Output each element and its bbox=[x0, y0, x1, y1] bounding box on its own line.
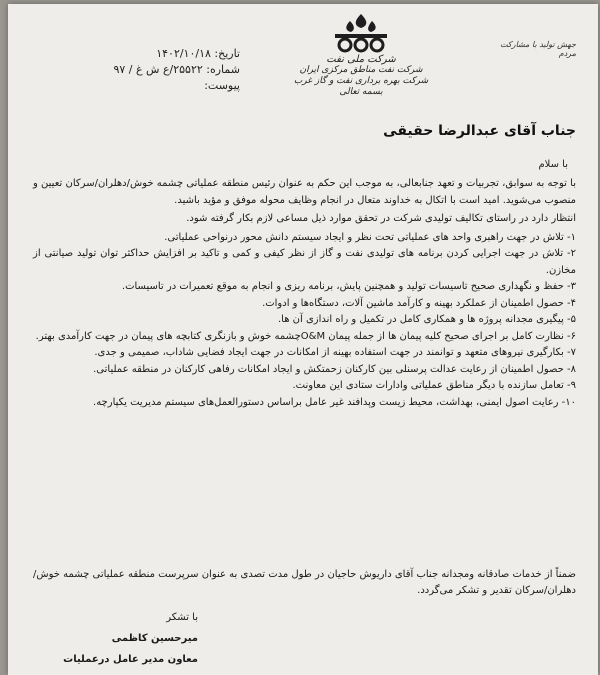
duty-item: ۲- تلاش در جهت اجرایی کردن برنامه های تولیدی نفت و گاز از نظر کیفی و کمی و تاکید بر افزایش حداکثر توان تولید صیانتی از مخازن. bbox=[33, 248, 576, 276]
org-line: شرکت ملی نفت bbox=[326, 54, 396, 65]
duty-item: ۵- پیگیری مجدانه پروژه ها و همکاری کامل در تکمیل و راه اندازی آن ها. bbox=[277, 314, 576, 325]
letter-body bbox=[33, 176, 576, 411]
signatory-title: معاون مدیر عامل درعملیات bbox=[63, 654, 198, 665]
letter-page bbox=[8, 4, 598, 675]
intro-paragraph: انتظار دارد در راستای تکالیف تولیدی شرکت در تحقق موارد ذیل مساعی لازم بکار گرفته شود. bbox=[186, 213, 576, 224]
recipient-heading: جناب آقای عبدالرضا حقیقی bbox=[383, 123, 576, 139]
letterhead bbox=[266, 12, 456, 98]
duty-item: ۱- تلاش در جهت راهبری واحد های عملیاتی تحت نظر و ایجاد سیستم دانش محور درنواحی عملیاتی. bbox=[164, 231, 576, 243]
signature-block bbox=[38, 607, 198, 670]
closing-paragraph: ضمناً از خدمات صادقانه ومجدانه جناب آقای داریوش حاجیان در طول مدت تصدی به عنوان سرپرست منطقه عملیاتی چشمه خوش/دهلران/سرکان تقدیر و تشکر می‌گردد. bbox=[33, 569, 576, 596]
intro-paragraph: با توجه به سوابق، تجربیات و تعهد جنابعالی، به موجب این حکم به عنوان رئیس منطقه عملیاتی چشمه خوش/دهلران/سرکان تعیین و منصوب می‌شوید. امید است با اتکال به خداوند متعال در انجام وظایف محوله موفق و مؤید باشید. bbox=[33, 178, 576, 206]
number-line: شماره: ۲۵۵۲۲/ع ش غ / ۹۷ bbox=[113, 63, 240, 76]
duty-item: ۸- حصول اطمینان از رعایت عدالت پرسنلی بین کارکنان زحمتکش و ایجاد امکانات رفاهی کارکنان در منطقه عملیاتی. bbox=[93, 363, 576, 375]
duty-item: ۴- حصول اطمینان از عملکرد بهینه و کارآمد ماشین آلات، دستگاه‌ها و ادوات. bbox=[262, 297, 576, 309]
org-line: شرکت بهره برداری نفت و گاز غرب bbox=[293, 76, 429, 86]
signature-thanks: با تشکر bbox=[166, 612, 198, 623]
date-line: تاریخ: ۱۴۰۲/۱۰/۱۸ bbox=[156, 47, 240, 60]
slogan-text: جهش تولید با مشارکت مردم bbox=[500, 40, 576, 58]
company-logo-icon bbox=[329, 12, 393, 54]
duty-item: ۶- نظارت کامل بر اجرای صحیح کلیه پیمان ها از جمله پیمان O&Mچشمه خوش و بازنگری کتابچه های پیمان در جهت کارآمدی بهتر. bbox=[35, 330, 576, 342]
org-line: بسمه تعالی bbox=[339, 87, 383, 97]
duty-item: ۱۰- رعایت اصول ایمنی، بهداشت، محیط زیست وپدافند غیر عامل براساس دستورالعمل‌های سیستم مدیریت یکپارچه. bbox=[93, 396, 576, 408]
attachment-line: پیوست: bbox=[204, 79, 240, 92]
organization-names bbox=[266, 54, 456, 98]
duty-item: ۳- حفظ و نگهداری صحیح تاسیسات تولید و همچنین پایش، برنامه ریزی و انجام به موقع تعمیرات در تاسیسات. bbox=[121, 281, 576, 292]
salutation: با سلام bbox=[538, 159, 568, 170]
duty-item: ۹- تعامل سازنده با دیگر مناطق عملیاتی وادارات ستادی این معاونت. bbox=[292, 380, 576, 391]
signatory-name: میرحسین کاظمی bbox=[111, 633, 198, 644]
duty-item: ۷- بکارگیری نیروهای متعهد و توانمند در جهت استفاده بهینه از امکانات در جهت ایجاد فضایی شاداب، صمیمی و جدی. bbox=[94, 347, 576, 358]
letter-meta bbox=[90, 46, 240, 94]
org-line: شرکت نفت مناطق مرکزی ایران bbox=[299, 65, 423, 75]
